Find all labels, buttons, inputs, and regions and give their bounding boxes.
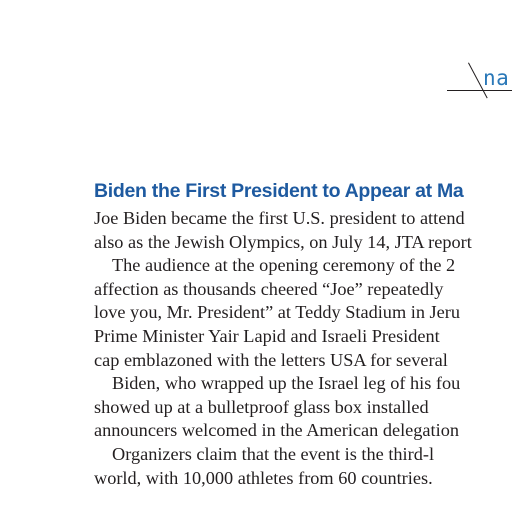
masthead-label: na — [483, 66, 510, 90]
article-line: announcers welcomed in the American delegation — [94, 420, 459, 441]
article-headline: Biden the First President to Appear at Ma — [94, 180, 464, 202]
article-line: showed up at a bulletproof glass box installed — [94, 396, 429, 417]
masthead-rule — [447, 90, 512, 91]
masthead — [0, 0, 512, 110]
article — [94, 178, 512, 490]
article-line: Joe Biden became the first U.S. president to attend — [94, 208, 465, 228]
article-line: Organizers claim that the event is the third-l — [112, 443, 435, 464]
article-line: world, with 10,000 athletes from 60 countries. — [94, 467, 433, 488]
article-line: love you, Mr. President” at Teddy Stadium in Jeru — [94, 302, 460, 323]
article-line: affection as thousands cheered “Joe” repeatedly — [94, 278, 444, 299]
article-line: The audience at the opening ceremony of the 2 — [112, 255, 456, 276]
article-line: Prime Minister Yair Lapid and Israeli President — [94, 325, 440, 346]
article-line: cap emblazoned with the letters USA for several — [94, 349, 448, 370]
article-line: Biden, who wrapped up the Israel leg of his fou — [112, 373, 461, 394]
article-line: also as the Jewish Olympics, on July 14, JTA report — [94, 231, 472, 252]
